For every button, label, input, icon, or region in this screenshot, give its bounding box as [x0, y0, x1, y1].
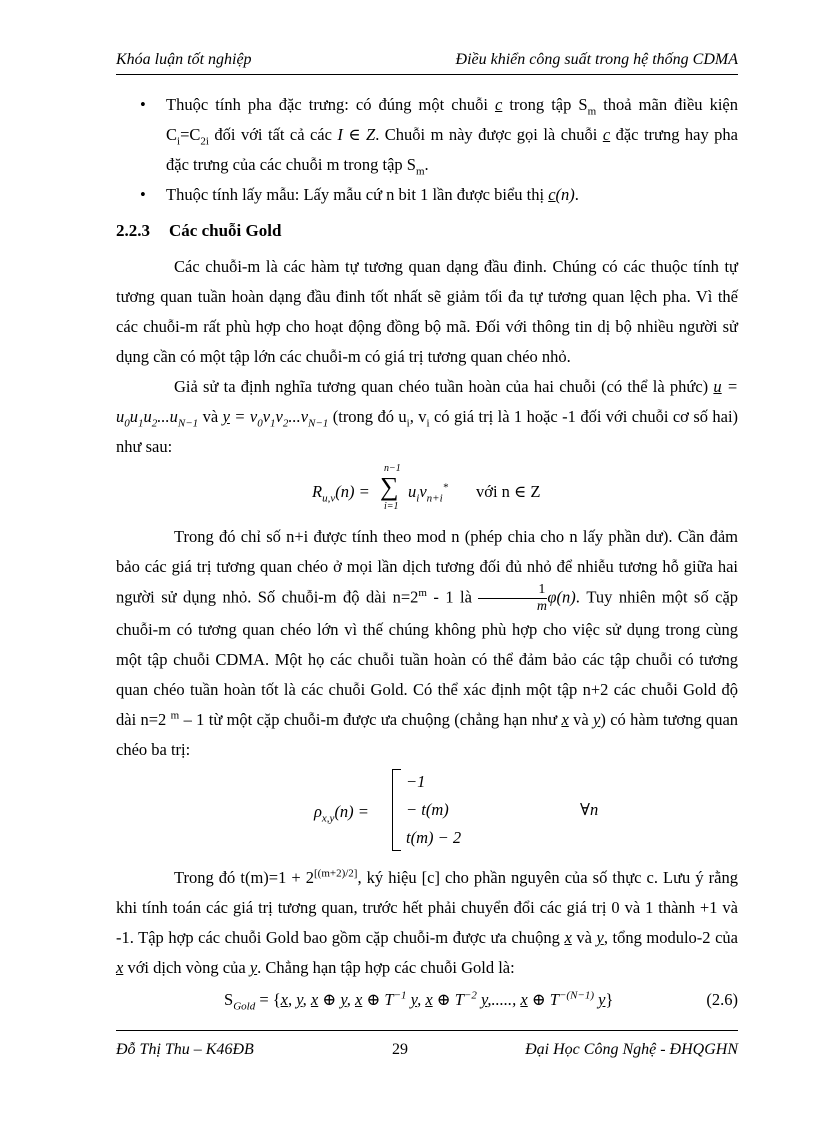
paragraph: Giả sử ta định nghĩa tương quan chéo tuần hoàn của hai chuỗi (có thể là phức) $u = u_0u_1u_2...u_{N-1}$ và $y = v_0v_1v_2...v_{N-1}$ (trong đó $u_i$, $v_i$ có giá trị là 1 hoặc -1 đối với chuỗi cơ số hai) như sau:	[116, 377, 739, 456]
footer-author: Đỗ Thị Thu – K46ĐB	[116, 1041, 254, 1058]
equation-cross-correlation: $R_{u,v}(n)$ = n−1 ∑ i=1 $u_iv_{n+i}^*$ với n ∈ Z	[312, 463, 541, 512]
fraction: $\frac{1}{m}$	[478, 582, 547, 615]
footer-institution: Đại Học Công Nghệ - ĐHQGHN	[525, 1041, 738, 1058]
paragraph: Các chuỗi-m là các hàm tự tương quan dạng đầu đinh. Chúng có các thuộc tính tự tương quan tuần hoàn dạng đầu đinh tốt nhất sẽ giảm tối đa tự tương quan lệch pha. Vì thế các chuỗi-m rất phù hợp cho hoạt động đồng bộ mã. Đối với thông tin dị bộ nhiều người sử dụng cần có một tập lớn các chuỗi-m có giá trị tương quan chéo nhỏ.	[116, 257, 738, 366]
equation-three-valued: $\rho_{x,y}(n)$ = −1 − t(m) t(m) − 2 ∀n	[116, 765, 738, 855]
paragraph: Trong đó chỉ số n+i được tính theo mod n (phép chia cho n lấy phần dư). Cần đảm bảo các giá trị tương quan chéo ở mọi lần dịch tương đối đủ nhỏ để nhiễu tương hỗ giữa hai người sử dụng nhỏ. Số chuỗi-m độ dài $n=2^m - 1$ là $\frac{1}{m}$ φ(n). Tuy nhiên một số cặp chuỗi-m có tương quan chéo lớn vì thế chúng không phù hợp cho việc sử dụng trong cùng một tập chuỗi CDMA. Một họ các chuỗi tuần hoàn có thể đảm bảo các tập chuỗi có tương quan chéo tuần hoàn tốt là các chuỗi Gold. Có thể xác định một tập n+2 các chuỗi Gold độ dài n=2 $^m$ – 1 từ một cặp chuỗi-m được ưa chuộng (chẳng hạn như x và y) có hàm tương quan chéo ba trị:	[116, 527, 739, 759]
bullet-sampling: • Thuộc tính lấy mẫu: Lấy mẫu cứ n bit 1 lần được biểu thị c(n).	[116, 180, 738, 210]
paragraph: Trong đó t(m)=1 + 2[(m+2)/2], ký hiệu [c] cho phần nguyên của số thực c. Lưu ý rằng khi tính toán các giá trị tương quan, trước hết phải chuyển đổi các giá trị 0 và 1 thành +1 và -1. Tập hợp các chuỗi Gold bao gồm cặp chuỗi-m được ưa chuộng x và y, tổng modulo-2 của x với dịch vòng của y. Chẳng hạn tập hợp các chuỗi Gold là:	[116, 867, 739, 977]
header-right: Điều khiển công suất trong hệ thống CDMA	[455, 51, 738, 68]
page-number: 29	[392, 1041, 408, 1058]
header-left: Khóa luận tốt nghiệp	[116, 51, 252, 68]
bullet-characteristic-phase: • Thuộc tính pha đặc trưng: có đúng một chuỗi c trong tập $S_m$ thoả mãn điều kiện $C_i=C_{2i}$ đối với tất cả các I ∈ Z. Chuỗi m này được gọi là chuỗi c đặc trưng hay pha đặc trưng của các chuỗi m trong tập $S_m$.	[116, 90, 738, 180]
bullet-icon: •	[140, 185, 146, 204]
bullet-icon: •	[140, 95, 146, 114]
page-footer	[116, 1030, 738, 1061]
section-heading: 2.2.3 Các chuỗi Gold	[116, 221, 282, 240]
equation-gold-set: $S_{Gold} = \{x$, y, x ⊕ y, x ⊕ $T^{-1}$ y, x ⊕ $T^{-2}$ y,....., x ⊕ $T^{-(N-1)}$ y} (2.6)	[224, 989, 738, 1013]
page-content	[116, 90, 738, 1015]
page-header	[116, 48, 738, 75]
